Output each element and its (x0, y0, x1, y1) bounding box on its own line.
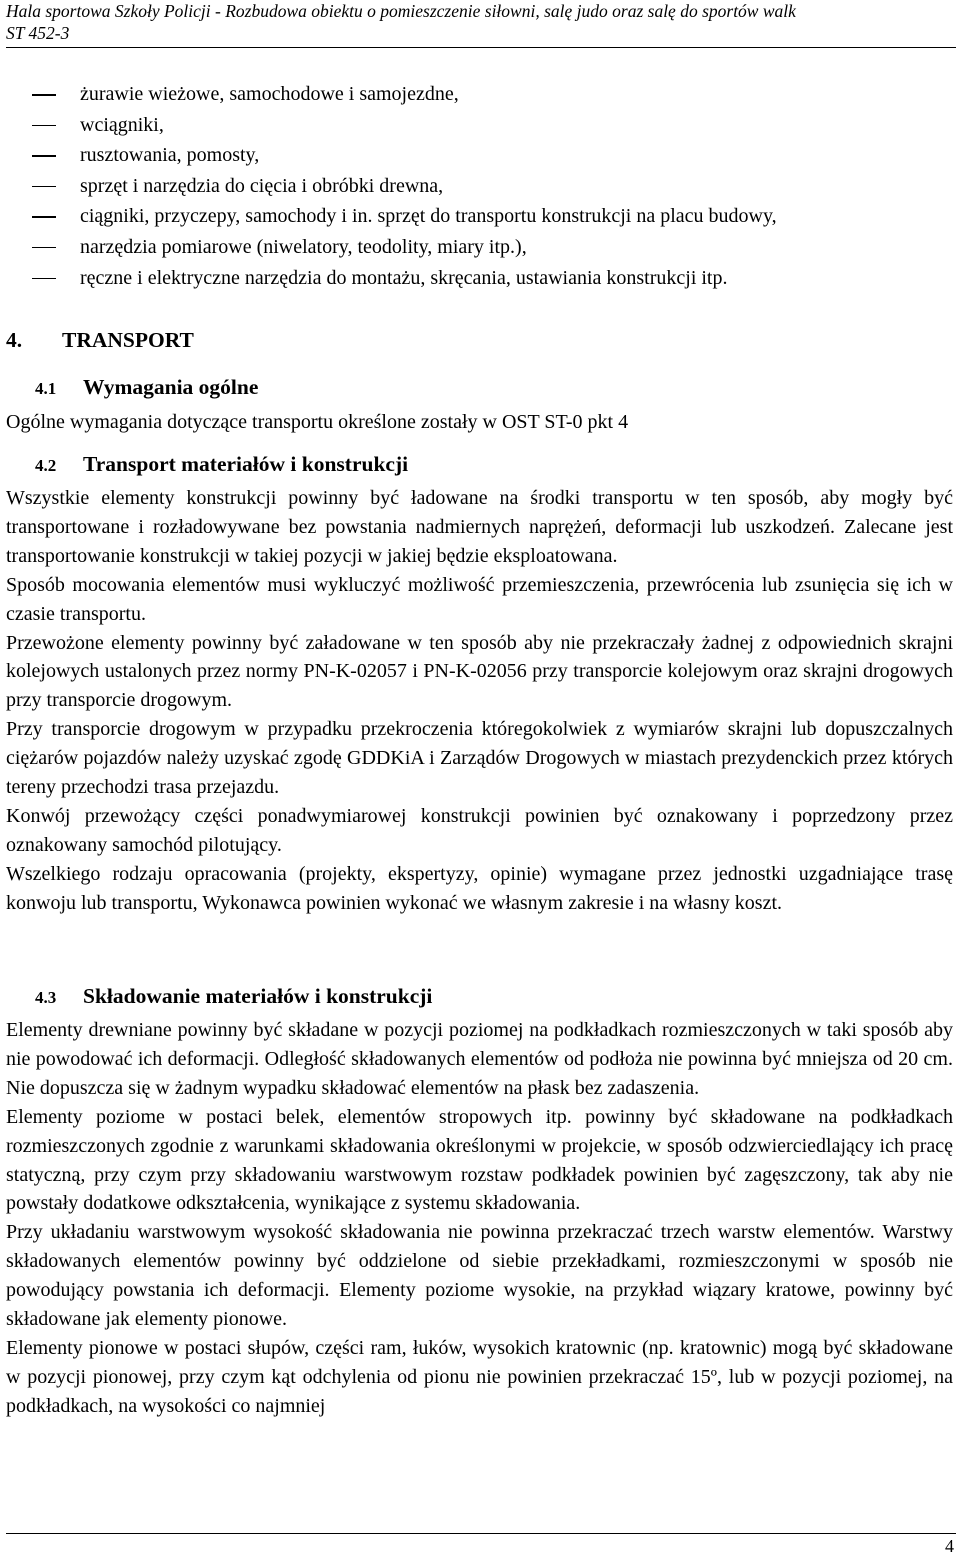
section-number: 4.1 (35, 379, 57, 398)
list-item: ciągniki, przyczepy, samochody i in. sprzęt do transportu konstrukcji na placu budowy, (0, 201, 960, 232)
section-title: TRANSPORT (62, 328, 194, 352)
list-item: sprzęt i narzędzia do cięcia i obróbki drewna, (0, 171, 960, 202)
section-4-heading (6, 325, 194, 355)
header-divider (6, 47, 956, 48)
list-item: narzędzia pomiarowe (niwelatory, teodolity, miary itp.), (0, 232, 960, 263)
page-header (6, 0, 956, 44)
list-item: ręczne i elektryczne narzędzia do montażu, skręcania, ustawiania konstrukcji itp. (0, 263, 960, 294)
paragraph: Konwój przewożący części ponadwymiarowej konstrukcji powinien być oznakowany i poprzedzony przez oznakowany samochód pilotujący. (6, 804, 953, 856)
section-number: 4.2 (35, 456, 57, 475)
list-item: rusztowania, pomosty, (0, 140, 960, 171)
dash-bullet-icon (32, 247, 56, 249)
paragraph: Ogólne wymagania dotyczące transportu określone zostały w OST ST-0 pkt 4 (6, 411, 629, 433)
section-title: Transport materiałów i konstrukcji (83, 452, 409, 476)
paragraph: Przy transporcie drogowym w przypadku przekroczenia któregokolwiek z wymiarów skrajni lub dopuszczalnych ciężarów pojazdów należy uzyskać zgodę GDDKiA i Zarządów Drogowych w miastach prezydenckich przez których tereny przechodzi trasa przejazdu. (6, 718, 953, 799)
paragraph: Wszelkiego rodzaju opracowania (projekty, ekspertyzy, opinie) wymagane przez jednostki uzgadniające trasę konwoju lub transportu, Wykonawca powinien wykonać we własnym zakresie i na własny koszt. (6, 862, 953, 914)
section-4-1-body (6, 408, 953, 437)
section-title: Wymagania ogólne (83, 375, 259, 399)
paragraph: Wszystkie elementy konstrukcji powinny być ładowane na środki transportu w ten sposób, aby mogły być transportowane i rozładowywane bez powstania nadmiernych naprężeń, deformacji lub uszkodzeń. Zalecane jest transportowanie konstrukcji w takiej pozycji w jakiej będzie eksploatowana. (6, 487, 953, 567)
dash-bullet-icon (32, 216, 56, 218)
dash-bullet-icon (32, 186, 56, 188)
header-title: Hala sportowa Szkoły Policji - Rozbudowa obiektu o pomieszczenie siłowni, salę judo oraz salę do sportów walk (6, 1, 796, 21)
section-4-1-heading (35, 372, 258, 404)
paragraph: Przy układaniu warstwowym wysokość składowania nie powinna przekraczać trzech warstw elementów. Warstwy składowanych elementów powinny być oddzielone od siebie przekładkami, rozmieszczonymi w sposób nie powodujący powstania ich deformacji. Elementy poziome wysokie, na przykład wiązary kratowe, powinny być składowane jak elementy pionowe. (6, 1221, 953, 1331)
paragraph: Sposób mocowania elementów musi wykluczyć możliwość przemieszczenia, przewrócenia lub zsunięcia się ich w czasie transportu. (6, 573, 953, 625)
dash-bullet-icon (32, 155, 56, 157)
footer-divider (6, 1533, 956, 1534)
paragraph: Elementy poziome w postaci belek, elementów stropowych itp. powinny być składowane na podkładkach rozmieszczonych zgodnie z warunkami składowania określonymi w projekcie, w sposób odzwierciedlający ich pracę statyczną, przy czym przy składowaniu warstwowym rozstaw podkładek powinien być zagęszczony, tak aby nie powstały dodatkowe odkształcenia, wynikające z systemu składowania. (6, 1105, 953, 1215)
paragraph: Przewożone elementy powinny być załadowane w ten sposób aby nie przekraczały żadnej z odpowiednich skrajni kolejowych ustalonych przez normy PN-K-02057 i PN-K-02056 przy transporcie kolejowym oraz skrajni drogowych przy transporcie drogowym. (6, 631, 953, 712)
section-number: 4.3 (35, 988, 57, 1007)
section-4-2-heading (35, 449, 408, 481)
dash-bullet-icon (32, 278, 56, 280)
section-4-3-body (6, 1016, 953, 1421)
section-4-2-body (6, 484, 953, 918)
equipment-list (0, 79, 960, 293)
list-item: wciągniki, (0, 110, 960, 141)
paragraph: Elementy pionowe w postaci słupów, części ram, łuków, wysokich kratownic (np. kratownic) mogą być składowane w pozycji pionowej, przy czym kąt odchylenia od pionu nie powinien przekraczać 15º, lub w pozycji poziomej, na podkładkach, na wysokości co najmniej (6, 1336, 953, 1417)
dash-bullet-icon (32, 125, 56, 127)
section-number: 4. (6, 328, 23, 352)
section-4-3-heading (35, 981, 432, 1013)
page-number: 4 (945, 1536, 954, 1556)
header-doc-code: ST 452-3 (6, 23, 70, 43)
list-item: żurawie wieżowe, samochodowe i samojezdne, (0, 79, 960, 110)
paragraph: Elementy drewniane powinny być składane w pozycji poziomej na podkładkach rozmieszczonych w taki sposób aby nie powodować ich deformacji. Odległość składowanych elementów od podłoża nie powinna być mniejsza od 20 cm. Nie dopuszcza się w żadnym wypadku składować elementów na płask bez zadaszenia. (6, 1019, 953, 1099)
section-title: Składowanie materiałów i konstrukcji (83, 984, 433, 1008)
dash-bullet-icon (32, 94, 56, 96)
